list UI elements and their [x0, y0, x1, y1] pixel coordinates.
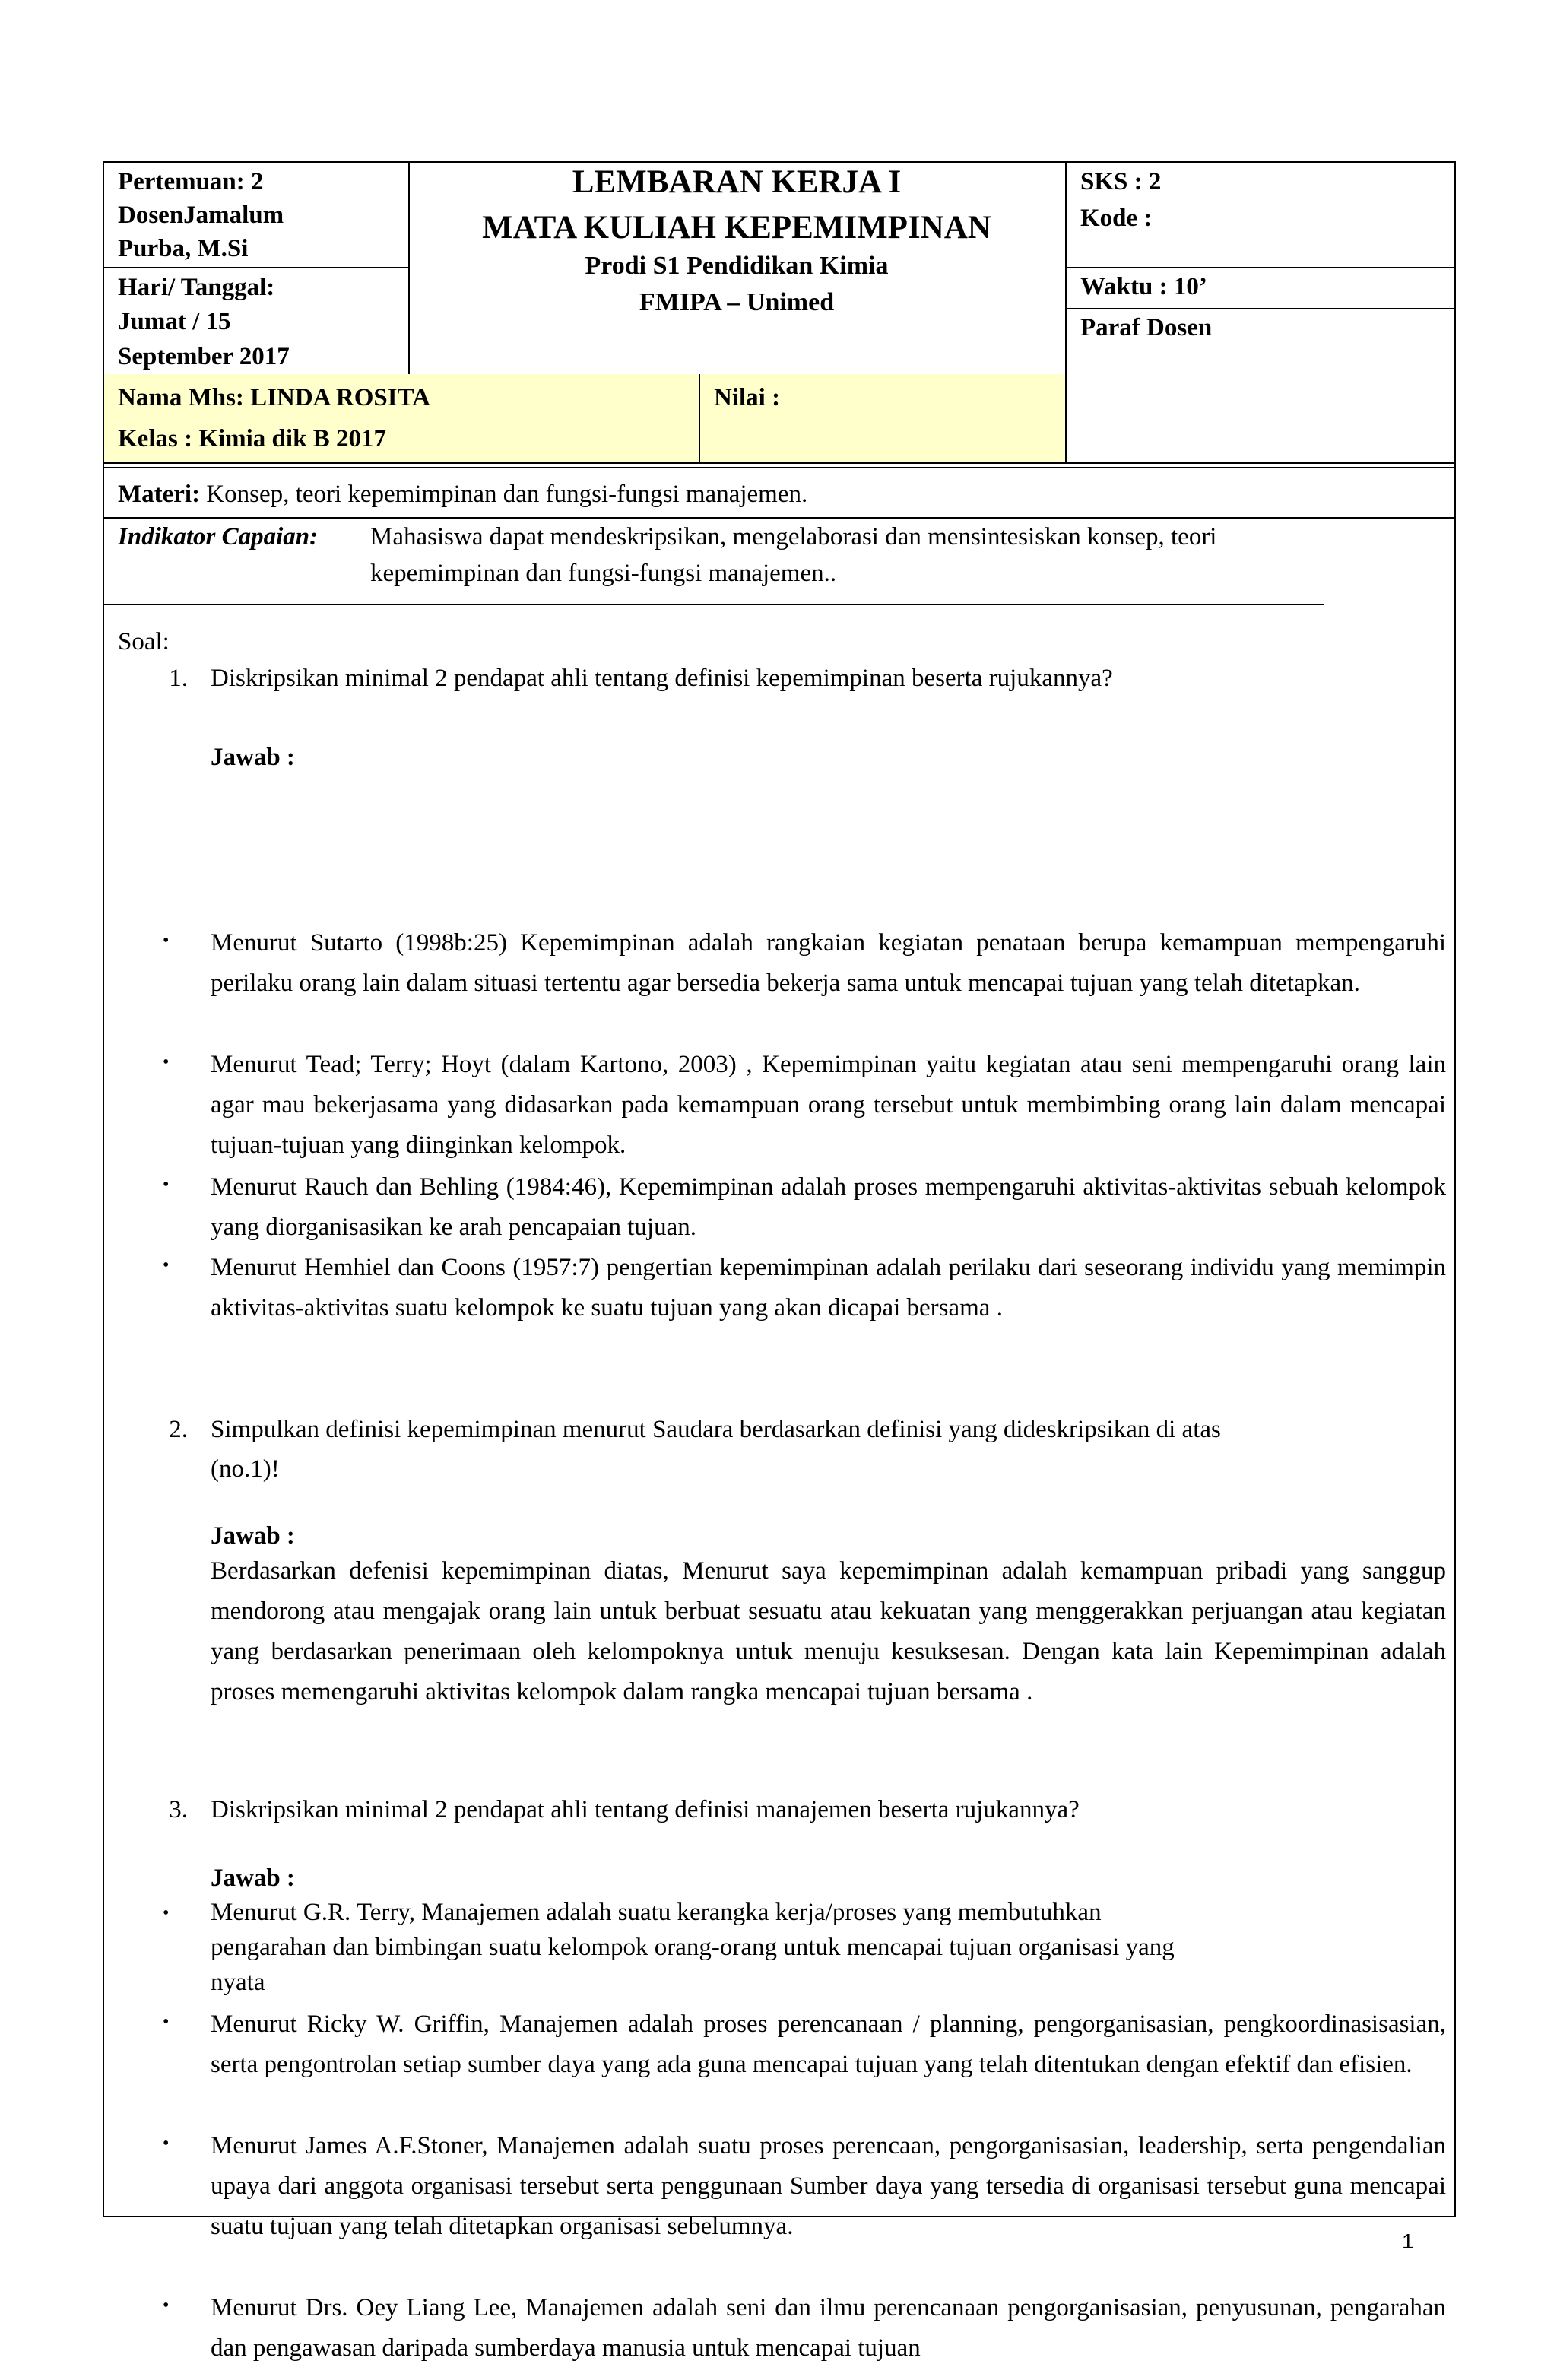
day-date-value: Jumat / 15 — [118, 308, 231, 335]
title-line-4: FMIPA – Unimed — [639, 288, 835, 316]
question-1-answer-label: Jawab : — [211, 744, 295, 771]
title-line-3: Prodi S1 Pendidikan Kimia — [585, 252, 889, 280]
bullet-icon: • — [163, 2296, 170, 2315]
divider-right-waktu — [1065, 267, 1456, 268]
course-code: Kode : — [1080, 205, 1153, 232]
worksheet-title — [408, 163, 1065, 321]
indikator-label — [118, 519, 318, 555]
q3-answer-1-line-2: pengarahan dan bimbingan suatu kelompok orang-orang untuk mencapai tujuan organisasi yang — [211, 1934, 1175, 1961]
day-date-month: September 2017 — [118, 343, 290, 370]
student-class: Kelas : Kimia dik B 2017 — [118, 425, 386, 452]
soal-label: Soal: — [118, 628, 170, 655]
q3-answer-2: Menurut Ricky W. Griffin, Manajemen adalah proses perencanaan / planning, pengorganisasian, pengkoordinasisasian, serta pengontrolan setiap sumber daya yang ada guna mencapai tujuan yang telah ditentukan dengan efektif dan efisien. — [211, 2010, 1446, 2078]
lecturer-signature-label: Paraf Dosen — [1080, 314, 1213, 341]
bullet-icon: • — [163, 1052, 170, 1072]
time-value: Waktu : 10’ — [1080, 273, 1207, 300]
divider-right-paraf — [1065, 308, 1456, 309]
materi-row — [118, 474, 807, 515]
bullet-icon: • — [163, 2134, 170, 2153]
q1-answer-2: Menurut Tead; Terry; Hoyt (dalam Kartono, 2003) , Kepemimpinan yaitu kegiatan atau seni mempengaruhi orang lain agar mau bekerjasama yang didasarkan pada kemampuan orang tersebut untuk membimbing orang lain dalam mencapai tujuan-tujuan yang diinginkan kelompok. — [211, 1051, 1446, 1159]
indikator-line-2: kepemimpinan dan fungsi-fungsi manajemen.. — [370, 560, 837, 587]
bullet-icon: • — [163, 2012, 170, 2032]
divider-indikator-bottom — [104, 604, 1324, 605]
divider-header-bottom-1 — [104, 462, 1454, 464]
bullet-icon: • — [163, 931, 170, 950]
question-2-answer-label: Jawab : — [211, 1522, 295, 1550]
student-info-row — [104, 374, 1065, 462]
question-1-number: 1. — [169, 665, 188, 692]
question-1-text: Diskripsikan minimal 2 pendapat ahli tentang definisi kepemimpinan beserta rujukannya? — [211, 665, 1113, 692]
question-2-number: 2. — [169, 1416, 188, 1443]
divider-right-vertical — [1065, 163, 1067, 464]
sks-value: SKS : 2 — [1080, 168, 1162, 195]
question-3-text: Diskripsikan minimal 2 pendapat ahli tentang definisi manajemen beserta rujukannya? — [211, 1796, 1080, 1823]
question-2-line-1: Simpulkan definisi kepemimpinan menurut Saudara berdasarkan definisi yang dideskripsikan di atas — [211, 1416, 1221, 1443]
bullet-icon: • — [163, 1175, 170, 1195]
question-3-number: 3. — [169, 1796, 188, 1823]
q3-answer-1-line-3: nyata — [211, 1969, 265, 1996]
meeting-number: Pertemuan: 2 — [118, 168, 264, 195]
q2-answer: Berdasarkan defenisi kepemimpinan diatas, Menurut saya kepemimpinan adalah kemampuan pribadi yang sanggup mendorong atau mengajak orang lain untuk berbuat sesuatu atau kekuatan yang menggerakkan perjuangan atau kegiatan yang berdasarkan penerimaan oleh kelompoknya untuk menuju kesuksesan. Dengan kata lain Kepemimpinan adalah proses memengaruhi aktivitas kelompok dalam rangka mencapai tujuan bersama . — [211, 1557, 1446, 1706]
bullet-icon: • — [163, 1903, 170, 1923]
question-2-line-2: (no.1)! — [211, 1455, 280, 1483]
q3-answer-4: Menurut Drs. Oey Liang Lee, Manajemen adalah seni dan ilmu perencanaan pengorganisasian, penyusunan, pengarahan dan pengawasan daripada sumberdaya manusia untuk mencapai tujuan — [211, 2294, 1446, 2362]
page-number: 1 — [1402, 2229, 1414, 2253]
q1-answer-4: Menurut Hemhiel dan Coons (1957:7) pengertian kepemimpinan adalah perilaku dari seseorang individu yang memimpin aktivitas-aktivitas suatu kelompok ke suatu tujuan yang akan dicapai bersama . — [211, 1254, 1446, 1322]
divider-header-bottom-2 — [104, 467, 1454, 468]
student-name: Nama Mhs: LINDA ROSITA — [118, 384, 431, 411]
materi-label: Materi: — [118, 481, 201, 508]
indikator-label-text: Indikator Capaian: — [118, 523, 319, 551]
materi-text: Konsep, teori kepemimpinan dan fungsi-fungsi manajemen. — [206, 481, 808, 508]
question-3-answer-label: Jawab : — [211, 1864, 295, 1892]
q3-answer-1-line-1: Menurut G.R. Terry, Manajemen adalah suatu kerangka kerja/proses yang membutuhkan — [211, 1899, 1102, 1926]
lecturer-name-2: Purba, M.Si — [118, 235, 249, 262]
divider-nilai-vertical — [699, 374, 700, 462]
title-line-1: LEMBARAN KERJA I — [572, 164, 902, 200]
score-label: Nilai : — [714, 384, 781, 411]
indikator-line-1: Mahasiswa dapat mendeskripsikan, mengelaborasi dan mensintesiskan konsep, teori — [370, 523, 1217, 551]
lecturer-name-1: DosenJamalum — [118, 202, 284, 229]
divider-left-hari — [104, 267, 408, 268]
worksheet-frame — [103, 161, 1456, 2362]
title-line-2: MATA KULIAH KEPEMIMPINAN — [482, 210, 991, 246]
day-date-label: Hari/ Tanggal: — [118, 274, 275, 301]
q3-answer-3: Menurut James A.F.Stoner, Manajemen adalah suatu proses perencaan, pengorganisasian, leadership, serta pengendalian upaya dari anggota organisasi tersebut serta penggunaan Sumber daya yang tersedia di organisasi tersebut guna mencapai suatu tujuan yang telah ditetapkan organisasi sebelumnya. — [211, 2132, 1446, 2240]
q1-answer-1: Menurut Sutarto (1998b:25) Kepemimpinan adalah rangkaian kegiatan penataan berupa kemampuan mempengaruhi perilaku orang lain dalam situasi tertentu agar bersedia bekerja sama untuk mencapai tujuan yang telah ditetapkan. — [211, 929, 1446, 997]
bullet-icon: • — [163, 1255, 170, 1275]
q1-answer-3: Menurut Rauch dan Behling (1984:46), Kepemimpinan adalah proses mempengaruhi aktivitas-aktivitas sebuah kelompok yang diorganisasikan ke arah pencapaian tujuan. — [211, 1173, 1446, 1241]
